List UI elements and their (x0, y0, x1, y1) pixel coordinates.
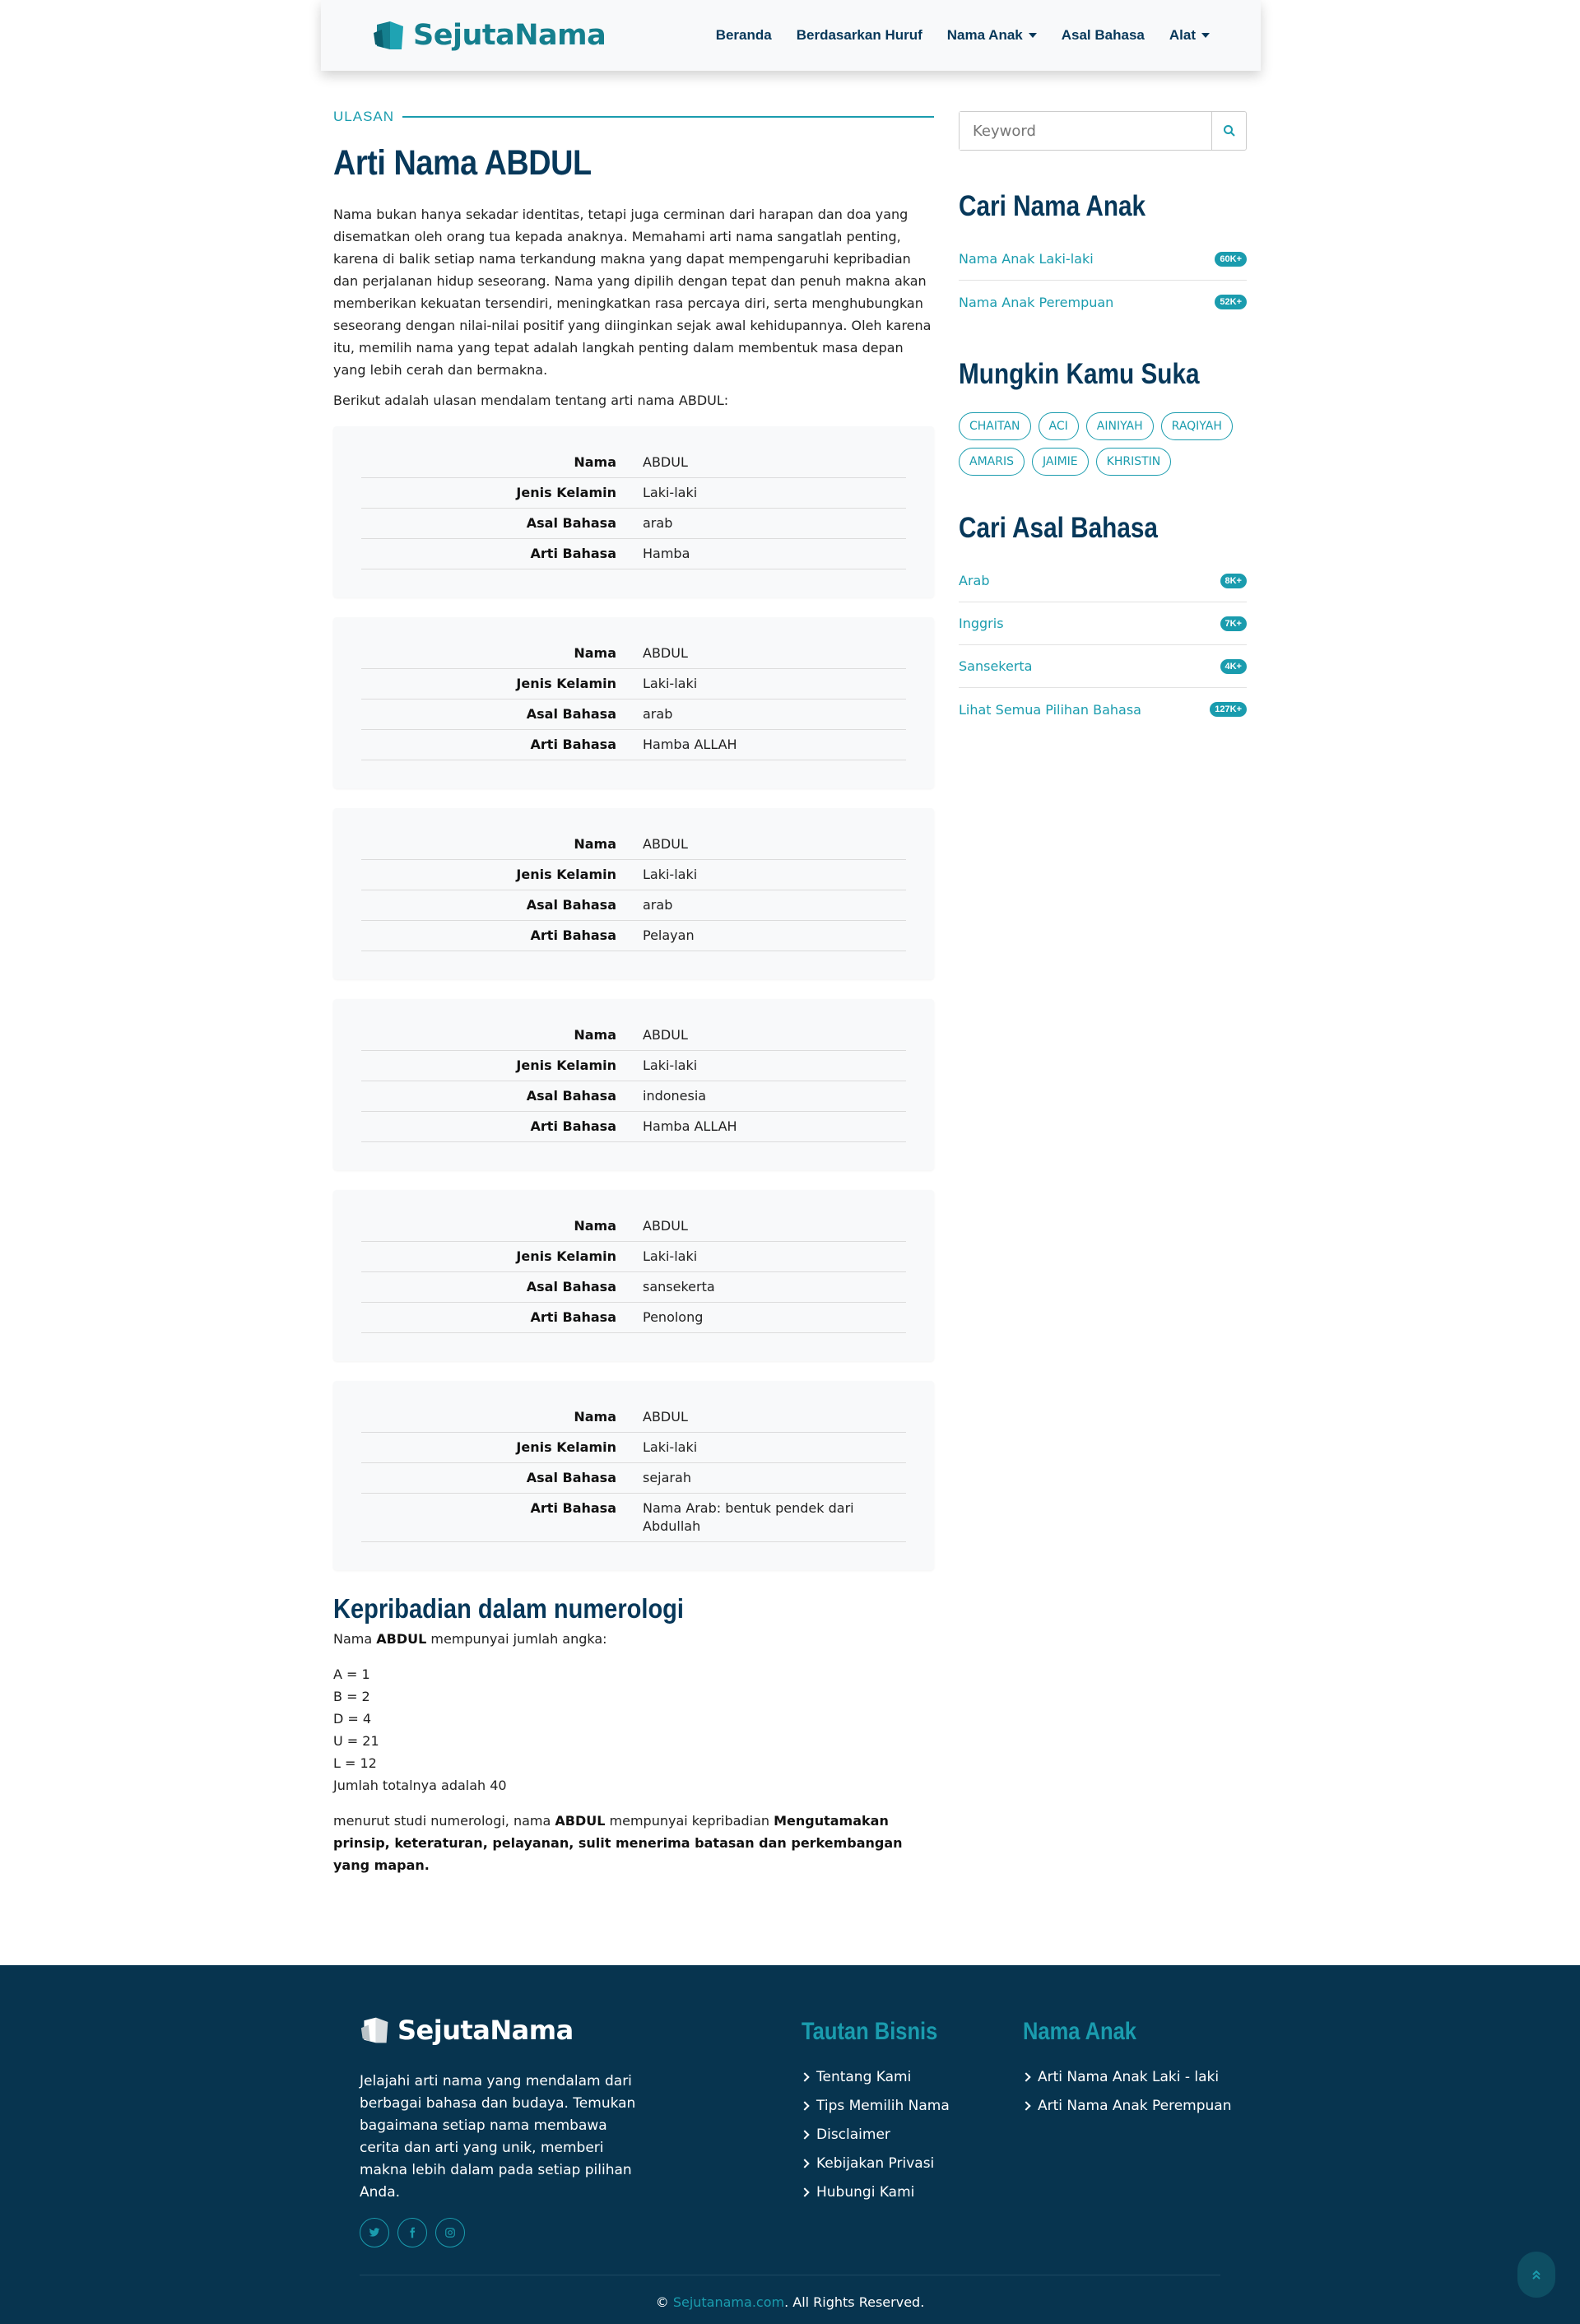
name-tag[interactable]: ACI (1039, 412, 1079, 440)
footer-col-title: Nama Anak (1023, 2018, 1136, 2045)
card-row-jenis (361, 478, 906, 509)
card-row-value: ABDUL (643, 1409, 688, 1425)
text: © (655, 2294, 673, 2310)
card-row-label: Nama (574, 645, 616, 661)
card-row-nama (361, 448, 906, 478)
side-item-label: Nama Anak Perempuan (959, 294, 1114, 310)
letter-value: D = 4 (333, 1711, 372, 1727)
card-row-arti (361, 1303, 906, 1333)
card-row-value: Hamba ALLAH (643, 1118, 737, 1134)
card-row-jenis (361, 860, 906, 890)
card-row-label: Asal Bahasa (526, 706, 616, 722)
side-item-sansekerta[interactable] (959, 645, 1247, 688)
card-row-value: arab (643, 706, 673, 722)
count-badge: 127K+ (1210, 702, 1247, 717)
name-card (333, 1381, 934, 1570)
search-button[interactable] (1211, 112, 1246, 150)
card-row-label: Jenis Kelamin (516, 1057, 616, 1073)
instagram-link[interactable] (435, 2218, 465, 2247)
name-card (333, 808, 934, 979)
count-badge: 4K+ (1220, 659, 1248, 674)
nav-alat-dropdown[interactable] (1169, 27, 1210, 44)
asal-bahasa-title: Cari Asal Bahasa (959, 512, 1158, 544)
card-row-nama (361, 639, 906, 669)
card-row-arti (361, 539, 906, 569)
card-row-jenis (361, 669, 906, 700)
card-row-value: Penolong (643, 1309, 704, 1325)
asal-bahasa-list (959, 560, 1247, 731)
chevron-right-icon (800, 2072, 809, 2081)
card-row-asal (361, 890, 906, 921)
chevron-right-icon (800, 2101, 809, 2110)
footer-link[interactable] (802, 2120, 961, 2149)
name-tag[interactable]: AINIYAH (1086, 412, 1154, 440)
footer-col-title: Tautan Bisnis (802, 2018, 938, 2045)
letter-value: U = 21 (333, 1733, 379, 1749)
footer-link-list (1023, 2062, 1232, 2120)
numerology-list (333, 1663, 934, 1796)
section-tag (333, 109, 934, 125)
side-item-semua-bahasa[interactable] (959, 688, 1247, 731)
search-icon (1223, 124, 1236, 137)
name-tag[interactable]: RAQIYAH (1161, 412, 1233, 440)
card-row-value: Laki-laki (643, 1439, 698, 1455)
card-row-label: Nama (574, 836, 616, 852)
side-item-label: Sansekerta (959, 658, 1033, 674)
side-item-label: Arab (959, 573, 990, 588)
caret-down-icon (1201, 33, 1210, 38)
name-card (333, 617, 934, 788)
logo-text: SejutaNama (413, 19, 606, 52)
scroll-to-top-button[interactable] (1517, 2252, 1555, 2298)
card-row-label: Asal Bahasa (526, 1088, 616, 1104)
footer-description: Jelajahi arti nama yang mendalam dari berbagai bahasa dan budaya. Temukan bagaimana setiap nama membawa cerita dan arti yang unik, memberi makna lebih dalam pada setiap pilihan Anda. (360, 2073, 636, 2201)
chevron-right-icon (1021, 2072, 1030, 2081)
chevron-right-icon (800, 2187, 809, 2196)
footer-nama-anak (1023, 2018, 1232, 2120)
personality-trait: Mengutamakan prinsip, keteraturan, pelayanan, sulit menerima batasan dan perkembangan yang mapan. (333, 1813, 903, 1873)
count-badge: 7K+ (1220, 616, 1248, 631)
footer-link-label: Hubungi Kami (816, 2183, 915, 2201)
footer-link-label: Kebijakan Privasi (816, 2154, 935, 2172)
name-tag[interactable]: JAIMIE (1032, 448, 1089, 476)
card-row-arti (361, 921, 906, 951)
text: mempunyai jumlah angka: (426, 1631, 607, 1647)
card-row-nama (361, 1402, 906, 1433)
card-row-asal (361, 1463, 906, 1494)
numerology-intro (333, 1631, 934, 1647)
instagram-icon (444, 2227, 456, 2238)
card-row-label: Nama (574, 1218, 616, 1234)
card-row-label: Jenis Kelamin (516, 867, 616, 882)
card-row-label: Jenis Kelamin (516, 485, 616, 500)
nav-nama-anak-dropdown[interactable] (947, 27, 1037, 44)
side-item-perempuan[interactable] (959, 281, 1247, 323)
card-row-jenis (361, 1051, 906, 1081)
logo[interactable] (372, 18, 606, 53)
numerology-total: Jumlah totalnya adalah 40 (333, 1778, 507, 1793)
book-logo-icon (360, 2015, 391, 2046)
card-row-value: Pelayan (643, 927, 695, 943)
nav-label: Alat (1169, 27, 1196, 43)
twitter-link[interactable] (360, 2218, 389, 2247)
card-row-label: Nama (574, 1409, 616, 1425)
name-card (333, 999, 934, 1170)
count-badge: 52K+ (1215, 295, 1247, 309)
letter-value: L = 12 (333, 1755, 377, 1771)
count-badge: 60K+ (1215, 252, 1247, 267)
nav-label: Berdasarkan Huruf (796, 27, 922, 43)
card-row-jenis (361, 1433, 906, 1463)
footer-link[interactable] (802, 2178, 961, 2206)
search-input[interactable] (960, 112, 1211, 150)
letter-value: A = 1 (333, 1666, 370, 1682)
card-row-value: arab (643, 897, 673, 913)
nav-asal-bahasa[interactable] (1062, 27, 1145, 44)
card-row-nama (361, 830, 906, 860)
card-row-value: indonesia (643, 1088, 707, 1104)
twitter-icon (369, 2227, 380, 2238)
cari-nama-list (959, 238, 1247, 323)
card-row-label: Arti Bahasa (530, 1118, 616, 1134)
card-row-value: Laki-laki (643, 676, 698, 691)
card-row-label: Arti Bahasa (530, 927, 616, 943)
card-row-asal (361, 1272, 906, 1303)
chevron-right-icon (1021, 2101, 1030, 2110)
card-row-value: Hamba (643, 546, 690, 561)
card-row-nama (361, 1211, 906, 1242)
sidebar (959, 111, 1247, 731)
card-row-value: Hamba ALLAH (643, 737, 737, 752)
chevron-right-icon (800, 2130, 809, 2139)
page-title: Arti Nama ABDUL (333, 143, 592, 183)
name-highlight: ABDUL (376, 1631, 427, 1647)
card-row-value: ABDUL (643, 836, 688, 852)
card-row-value: ABDUL (643, 1027, 688, 1043)
nav-beranda[interactable] (716, 27, 772, 44)
card-row-nama (361, 1020, 906, 1051)
text: menurut studi numerologi, nama (333, 1813, 555, 1829)
card-row-label: Jenis Kelamin (516, 1248, 616, 1264)
card-row-label: Asal Bahasa (526, 1279, 616, 1294)
footer-link-label: Tips Memilih Nama (816, 2097, 950, 2114)
footer-link-label: Tentang Kami (816, 2068, 912, 2085)
copyright-site-link[interactable]: Sejutanama.com (672, 2294, 785, 2310)
intro-paragraph: Nama bukan hanya sekadar identitas, tetapi juga cerminan dari harapan dan doa yang disematkan oleh orang tua kepada anaknya. Memahami arti nama sangatlah penting, karena di balik setiap nama terkandung makna yang dapat mempengaruhi kepribadian dan perjalanan hidup seseorang. Nama yang dipilih dengan tepat dan penuh makna akan memberikan kekuatan tersendiri, meningkatkan rasa percaya diri, serta menghubungkan seseorang dengan nilai-nilai positif yang diinginkan sejak awal kehidupannya. Oleh karena itu, memilih nama yang tepat adalah langkah penting dalam membentuk masa depan yang lebih cerah dan bermakna. (333, 207, 932, 378)
mungkin-title: Mungkin Kamu Suka (959, 358, 1200, 390)
book-logo-icon (372, 18, 407, 53)
side-item-label: Lihat Semua Pilihan Bahasa (959, 701, 1141, 718)
card-row-jenis (361, 1242, 906, 1272)
text: Nama (333, 1631, 377, 1647)
name-card (333, 1190, 934, 1361)
card-row-label: Arti Bahasa (530, 1309, 616, 1325)
card-row-label: Jenis Kelamin (516, 676, 616, 691)
footer-link[interactable] (1023, 2091, 1232, 2120)
footer-link-label: Arti Nama Anak Perempuan (1038, 2097, 1232, 2114)
card-row-asal (361, 509, 906, 539)
card-row-value: ABDUL (643, 1218, 688, 1234)
card-row-label: Arti Bahasa (530, 1500, 616, 1516)
name-highlight: ABDUL (555, 1813, 606, 1829)
card-row-label: Jenis Kelamin (516, 1439, 616, 1455)
text: mempunyai kepribadian (605, 1813, 774, 1829)
footer-link-label: Disclaimer (816, 2126, 890, 2143)
side-item-label: Nama Anak Laki-laki (959, 251, 1094, 267)
facebook-icon (407, 2227, 418, 2238)
text: . All Rights Reserved. (784, 2294, 925, 2310)
footer-link-label: Arti Nama Anak Laki - laki (1038, 2068, 1220, 2085)
letter-value: B = 2 (333, 1689, 370, 1704)
footer-link[interactable] (802, 2149, 961, 2178)
caret-down-icon (1029, 33, 1037, 38)
card-row-value: ABDUL (643, 645, 688, 661)
main-content (333, 109, 934, 1876)
double-chevron-up-icon (1531, 2268, 1542, 2281)
nav-label: Beranda (715, 27, 772, 43)
card-row-label: Nama (574, 1027, 616, 1043)
footer-logo-text: SejutaNama (397, 2015, 574, 2046)
card-row-arti (361, 730, 906, 760)
footer-logo[interactable] (360, 2015, 574, 2046)
section-tag-label: ULASAN (333, 109, 395, 124)
tag-cloud (959, 412, 1247, 476)
side-item-arab[interactable] (959, 560, 1247, 602)
card-row-arti (361, 1112, 906, 1142)
card-row-label: Arti Bahasa (530, 546, 616, 561)
footer-link[interactable] (1023, 2062, 1232, 2091)
numerology-title: Kepribadian dalam numerologi (333, 1593, 684, 1624)
side-item-label: Inggris (959, 616, 1004, 631)
name-cards (333, 426, 934, 1570)
footer-tautan-bisnis (802, 2018, 961, 2206)
card-row-value: sansekerta (643, 1279, 715, 1294)
lead-paragraph: Berikut adalah ulasan mendalam tentang arti nama ABDUL: (333, 393, 729, 408)
section-divider (402, 116, 934, 118)
card-row-asal (361, 1081, 906, 1112)
numerology-result (333, 1810, 934, 1876)
card-row-value: Nama Arab: bentuk pendek dari Abdullah (643, 1500, 854, 1534)
card-row-label: Nama (574, 454, 616, 470)
card-row-value: Laki-laki (643, 485, 698, 500)
footer-link[interactable] (802, 2091, 961, 2120)
cari-nama-title: Cari Nama Anak (959, 190, 1146, 222)
card-row-label: Asal Bahasa (526, 1470, 616, 1485)
footer (0, 1965, 1580, 2324)
card-row-value: Laki-laki (643, 1248, 698, 1264)
card-row-label: Asal Bahasa (526, 515, 616, 531)
search-form (959, 111, 1247, 151)
name-tag[interactable]: CHAITAN (959, 412, 1031, 440)
facebook-link[interactable] (397, 2218, 427, 2247)
nav-label: Asal Bahasa (1061, 27, 1145, 43)
card-row-label: Asal Bahasa (526, 897, 616, 913)
name-tag[interactable]: AMARIS (959, 448, 1025, 476)
name-tag[interactable]: KHRISTIN (1096, 448, 1172, 476)
count-badge: 8K+ (1220, 574, 1248, 588)
card-row-value: ABDUL (643, 454, 688, 470)
card-row-label: Arti Bahasa (530, 737, 616, 752)
name-card (333, 426, 934, 597)
social-links (360, 2218, 465, 2247)
side-item-inggris[interactable] (959, 602, 1247, 645)
card-row-value: arab (643, 515, 673, 531)
card-row-asal (361, 700, 906, 730)
footer-link[interactable] (802, 2062, 961, 2091)
copyright (0, 2294, 1580, 2310)
navbar (321, 0, 1261, 71)
card-row-value: Laki-laki (643, 867, 698, 882)
side-item-laki-laki[interactable] (959, 238, 1247, 281)
nav-berdasarkan-huruf[interactable] (797, 27, 922, 44)
card-row-value: Laki-laki (643, 1057, 698, 1073)
card-row-value: sejarah (643, 1470, 691, 1485)
chevron-right-icon (800, 2159, 809, 2168)
card-row-arti (361, 1494, 906, 1542)
nav-links (716, 27, 1210, 44)
footer-link-list (802, 2062, 961, 2206)
nav-label: Nama Anak (946, 27, 1023, 43)
